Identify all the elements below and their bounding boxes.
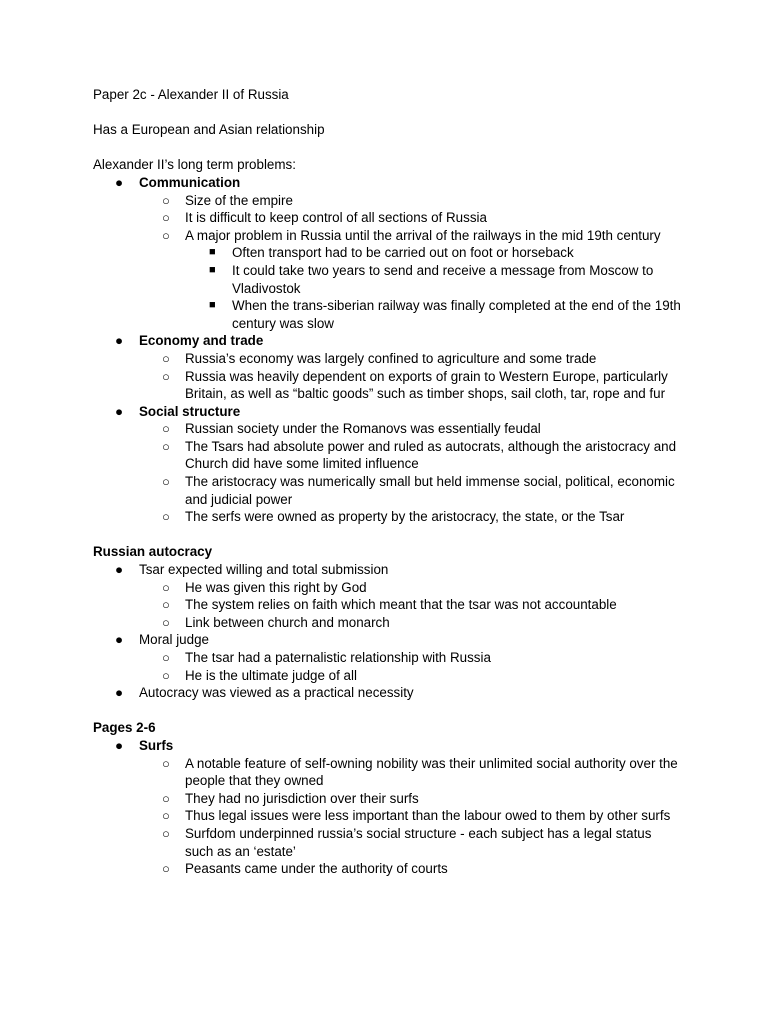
autocracy-list <box>93 561 683 702</box>
list-item <box>93 649 683 667</box>
bullet-circle-icon: ○ <box>162 825 170 841</box>
list-item-text: Russian society under the Romanovs was essentially feudal <box>185 421 541 437</box>
economy-heading: Economy and trade <box>139 333 264 349</box>
bullet-circle-icon: ○ <box>162 438 170 454</box>
bullet-disc-icon: ● <box>115 174 124 190</box>
surfs-heading: Surfs <box>139 737 174 753</box>
list-item <box>93 825 683 860</box>
list-item-text: The system relies on faith which meant that the tsar was not accountable <box>185 597 617 613</box>
list-item-text: Peasants came under the authority of courts <box>185 861 448 877</box>
list-item <box>93 244 683 262</box>
list-item <box>93 473 683 508</box>
list-item <box>93 790 683 808</box>
surfs-list <box>93 755 683 878</box>
list-item-text: He is the ultimate judge of all <box>185 667 357 683</box>
list-item-text: It is difficult to keep control of all sections of Russia <box>185 210 487 226</box>
list-item-text: When the trans-siberian railway was finally completed at the end of the 19th century was slow <box>232 298 681 331</box>
list-item-text: Autocracy was viewed as a practical necessity <box>139 685 414 701</box>
list-item <box>93 561 683 631</box>
list-item <box>93 262 683 297</box>
list-item <box>93 192 683 210</box>
problems-heading: Alexander II’s long term problems: <box>93 157 296 173</box>
bullet-disc-icon: ● <box>115 632 124 648</box>
list-item-text: Moral judge <box>139 632 209 648</box>
list-item <box>93 209 683 227</box>
list-item <box>93 737 683 878</box>
list-item <box>93 438 683 473</box>
list-item <box>93 403 683 526</box>
social-list <box>93 420 683 526</box>
moral-list <box>93 649 683 684</box>
list-item-text: A notable feature of self-owning nobility was their unlimited social authority over the people that they owned <box>185 755 678 789</box>
bullet-circle-icon: ○ <box>162 368 170 384</box>
bullet-circle-icon: ○ <box>162 790 170 806</box>
list-item <box>93 755 683 790</box>
list-item <box>93 807 683 825</box>
list-item <box>93 174 683 332</box>
bullet-disc-icon: ● <box>115 333 124 349</box>
list-item-text: They had no jurisdiction over their surfs <box>185 790 419 806</box>
list-item-text: He was given this right by God <box>185 579 367 595</box>
bullet-circle-icon: ○ <box>162 755 170 771</box>
list-item <box>93 596 683 614</box>
page-title: Paper 2c - Alexander II of Russia <box>93 87 289 102</box>
list-item-text: Surfdom underpinned russia’s social structure - each subject has a legal status such as an ‘estate’ <box>185 825 652 859</box>
bullet-circle-icon: ○ <box>162 350 170 366</box>
list-item <box>93 631 683 684</box>
bullet-circle-icon: ○ <box>162 474 170 490</box>
communication-heading: Communication <box>139 174 241 190</box>
economy-list <box>93 350 683 403</box>
list-item <box>93 227 683 333</box>
bullet-circle-icon: ○ <box>162 210 170 226</box>
list-item-text: The tsar had a paternalistic relationship with Russia <box>185 650 491 665</box>
bullet-square-icon: ■ <box>209 263 216 276</box>
railway-sublist <box>93 244 683 332</box>
bullet-disc-icon: ● <box>115 403 124 419</box>
bullet-circle-icon: ○ <box>162 650 170 665</box>
autocracy-heading: Russian autocracy <box>93 544 213 560</box>
list-item <box>93 297 683 332</box>
list-item-text: Often transport had to be carried out on foot or horseback <box>232 245 574 261</box>
list-item <box>93 368 683 403</box>
bullet-circle-icon: ○ <box>162 421 170 437</box>
list-item <box>93 614 683 632</box>
list-item <box>93 350 683 368</box>
list-item <box>93 860 683 878</box>
list-item <box>93 420 683 438</box>
bullet-circle-icon: ○ <box>162 597 170 613</box>
intro-text: Has a European and Asian relationship <box>93 122 325 138</box>
pages-heading: Pages 2-6 <box>93 720 156 736</box>
bullet-disc-icon: ● <box>115 562 124 578</box>
problems-list <box>93 174 683 526</box>
bullet-circle-icon: ○ <box>162 808 170 824</box>
bullet-circle-icon: ○ <box>162 667 170 683</box>
list-item-text: It could take two years to send and receive a message from Moscow to Vladivostok <box>232 262 654 296</box>
bullet-circle-icon: ○ <box>162 861 170 877</box>
bullet-circle-icon: ○ <box>162 509 170 525</box>
bullet-disc-icon: ● <box>115 685 124 701</box>
bullet-square-icon: ■ <box>209 246 216 259</box>
list-item-text: Russia’s economy was largely confined to agriculture and some trade <box>185 350 597 366</box>
list-item <box>93 332 683 402</box>
list-item <box>93 579 683 597</box>
bullet-square-icon: ■ <box>209 299 216 312</box>
document-content <box>93 86 683 878</box>
list-item-text: Size of the empire <box>185 192 293 208</box>
list-item-text: Tsar expected willing and total submission <box>139 562 389 578</box>
list-item-text: The serfs were owned as property by the aristocracy, the state, or the Tsar <box>185 509 625 525</box>
bullet-circle-icon: ○ <box>162 227 170 243</box>
bullet-circle-icon: ○ <box>162 192 170 208</box>
list-item-text: Link between church and monarch <box>185 614 390 630</box>
list-item-text: A major problem in Russia until the arrival of the railways in the mid 19th century <box>185 227 661 243</box>
tsar-list <box>93 579 683 632</box>
communication-list <box>93 192 683 333</box>
list-item-text: The aristocracy was numerically small but held immense social, political, economic and judicial power <box>185 474 675 507</box>
bullet-circle-icon: ○ <box>162 579 170 595</box>
list-item <box>93 508 683 526</box>
list-item <box>93 667 683 685</box>
list-item-text: Thus legal issues were less important than the labour owed to them by other surfs <box>185 808 671 824</box>
list-item <box>93 684 683 702</box>
pages-list <box>93 737 683 878</box>
list-item-text: The Tsars had absolute power and ruled as autocrats, although the aristocracy and Church did have some limited influence <box>185 438 677 472</box>
list-item-text: Russia was heavily dependent on exports of grain to Western Europe, particularly Britain, as well as “baltic goods” such as timber shops, sail cloth, tar, rope and fur <box>185 368 668 402</box>
social-heading: Social structure <box>139 403 241 419</box>
bullet-disc-icon: ● <box>115 737 124 753</box>
bullet-circle-icon: ○ <box>162 614 170 630</box>
